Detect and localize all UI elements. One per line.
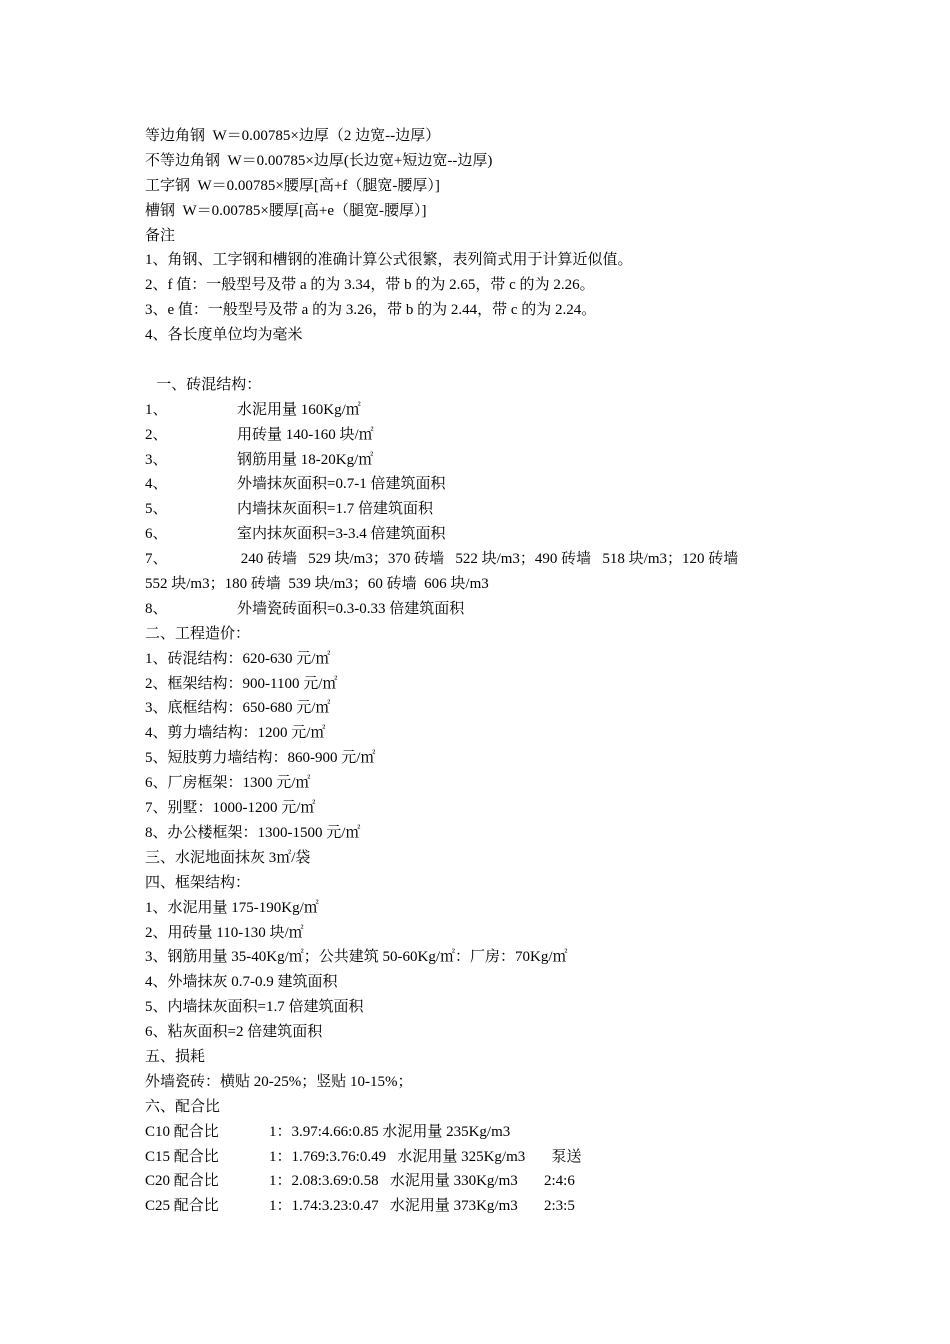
- item-number: 6、: [145, 526, 168, 543]
- section2-item: 3、底框结构：650-680 元/㎡: [145, 700, 331, 717]
- section1-item: [145, 398, 825, 423]
- mix-ratio-row: [145, 1145, 825, 1170]
- section2-title: 二、工程造价：: [145, 625, 251, 642]
- section1-title: 一、砖混结构：: [145, 376, 262, 393]
- item-text: 240 砖墙 529 块/m3；370 砖墙 522 块/m3；490 砖墙 518 块/m3；120 砖墙: [237, 551, 739, 568]
- section4-item: 4、外墙抹灰 0.7-0.9 建筑面积: [145, 974, 338, 991]
- mix-ratio: 1：1.769:3.76:0.49 水泥用量 325Kg/m3 泵送: [269, 1148, 582, 1165]
- mix-ratio-row: [145, 1120, 825, 1145]
- item-text: 外墙抹灰面积=0.7-1 倍建筑面积: [237, 476, 446, 493]
- section1-item: [145, 423, 825, 448]
- note-item: 2、f 值：一般型号及带 a 的为 3.34，带 b 的为 2.65，带 c 的为 2.26。: [145, 277, 595, 294]
- mix-ratio-row: [145, 1169, 825, 1194]
- notes-title: 备注: [145, 227, 176, 244]
- formula-channel: 槽钢 W＝0.00785×腰厚[高+e（腿宽-腰厚）]: [145, 202, 427, 219]
- formula-i-beam: 工字钢 W＝0.00785×腰厚[高+f（腿宽-腰厚）]: [145, 177, 440, 194]
- item-number: 8、: [145, 600, 168, 617]
- item-number: 3、: [145, 451, 168, 468]
- section6-title: 六、配合比: [145, 1098, 221, 1115]
- section2-item: 7、别墅：1000-1200 元/㎡: [145, 800, 316, 817]
- item-number: 5、: [145, 501, 168, 518]
- mix-ratio: 1：2.08:3.69:0.58 水泥用量 330Kg/m3 2:4:6: [269, 1173, 575, 1190]
- section1-item: [145, 497, 825, 522]
- section2-item: 8、办公楼框架：1300-1500 元/㎡: [145, 824, 361, 841]
- item-text: 水泥用量 160Kg/㎡: [237, 401, 361, 418]
- section4-title: 四、框架结构：: [145, 874, 251, 891]
- section2-item: 6、厂房框架：1300 元/㎡: [145, 775, 311, 792]
- note-item: 4、各长度单位均为毫米: [145, 327, 303, 344]
- section1-item: [145, 472, 825, 497]
- section4-item: 6、粘灰面积=2 倍建筑面积: [145, 1024, 323, 1041]
- note-item: 1、角钢、工字钢和槽钢的准确计算公式很繁，表列简式用于计算近似值。: [145, 252, 633, 269]
- section4-item: 5、内墙抹灰面积=1.7 倍建筑面积: [145, 999, 364, 1016]
- mix-grade: C20 配合比: [145, 1173, 219, 1190]
- mix-ratio-row: [145, 1194, 825, 1219]
- note-item: 3、e 值：一般型号及带 a 的为 3.26，带 b 的为 2.44，带 c 的为 2.24。: [145, 302, 597, 319]
- item-number: 7、: [145, 551, 168, 568]
- section1-item: [145, 547, 825, 572]
- section2-item: 2、框架结构：900-1100 元/㎡: [145, 675, 338, 692]
- item-text: 钢筋用量 18-20Kg/㎡: [237, 451, 374, 468]
- document-body: [145, 124, 825, 1219]
- section2-item: 4、剪力墙结构：1200 元/㎡: [145, 725, 326, 742]
- section1-item-continuation: 552 块/m3；180 砖墙 539 块/m3；60 砖墙 606 块/m3: [145, 576, 489, 593]
- blank-line: [145, 348, 825, 373]
- section4-item: 2、用砖量 110-130 块/㎡: [145, 924, 304, 941]
- mix-grade: C25 配合比: [145, 1198, 219, 1215]
- mix-grade: C10 配合比: [145, 1123, 219, 1140]
- section4-item: 3、钢筋用量 35-40Kg/㎡；公共建筑 50-60Kg/㎡：厂房：70Kg/㎡: [145, 949, 568, 966]
- section5-text: 外墙瓷砖：横贴 20-25%；竖贴 10-15%；: [145, 1073, 413, 1090]
- formula-equal-angle: 等边角钢 W＝0.00785×边厚（2 边宽--边厚）: [145, 128, 441, 144]
- section1-item: [145, 597, 825, 622]
- item-text: 用砖量 140-160 块/㎡: [237, 426, 374, 443]
- formula-unequal-angle: 不等边角钢 W＝0.00785×边厚(长边宽+短边宽--边厚): [145, 152, 493, 169]
- section1-item: [145, 448, 825, 473]
- item-number: 1、: [145, 401, 168, 418]
- section2-item: 1、砖混结构：620-630 元/㎡: [145, 650, 331, 667]
- mix-ratio: 1：3.97:4.66:0.85 水泥用量 235Kg/m3: [269, 1123, 511, 1140]
- mix-grade: C15 配合比: [145, 1148, 219, 1165]
- mix-ratio: 1：1.74:3.23:0.47 水泥用量 373Kg/m3 2:3:5: [269, 1198, 575, 1215]
- item-text: 室内抹灰面积=3-3.4 倍建筑面积: [237, 526, 446, 543]
- item-number: 4、: [145, 476, 168, 493]
- section4-item: 1、水泥用量 175-190Kg/㎡: [145, 899, 319, 916]
- item-text: 外墙瓷砖面积=0.3-0.33 倍建筑面积: [237, 600, 465, 617]
- section3-title: 三、水泥地面抹灰 3㎡/袋: [145, 849, 311, 866]
- section2-item: 5、短肢剪力墙结构：860-900 元/㎡: [145, 750, 376, 767]
- section5-title: 五、损耗: [145, 1048, 206, 1065]
- item-number: 2、: [145, 426, 168, 443]
- section1-item: [145, 522, 825, 547]
- item-text: 内墙抹灰面积=1.7 倍建筑面积: [237, 501, 433, 518]
